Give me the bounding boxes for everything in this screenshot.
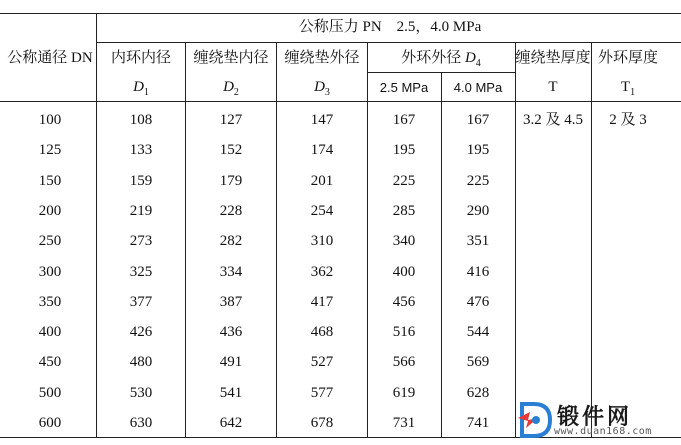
dn-header: 公称通径 DN: [7, 50, 93, 66]
cell-d3: 527: [310, 354, 334, 370]
cell-d1: 630: [129, 415, 153, 431]
col-t-symbol: T: [548, 79, 558, 95]
cell-d2: 387: [219, 294, 243, 310]
cell-d2: 541: [219, 385, 243, 401]
cell-dn: 300: [38, 264, 62, 280]
cell-dn: 100: [38, 112, 62, 128]
duan168-logo-icon: [516, 398, 556, 442]
cell-d4-25: 167: [392, 112, 416, 128]
cell-d1: 133: [129, 142, 153, 158]
cell-d4-40: 741: [466, 415, 490, 431]
cell-d4-40: 628: [466, 385, 490, 401]
cell-dn: 500: [38, 385, 62, 401]
cell-d3: 310: [310, 233, 334, 249]
cell-d4-40: 290: [466, 203, 490, 219]
cell-d2: 436: [219, 324, 243, 340]
cell-d3: 577: [310, 385, 334, 401]
cell-d1: 273: [129, 233, 153, 249]
col-d4-label: 外环外径 $D_4$: [401, 50, 481, 69]
watermark: [516, 398, 676, 442]
cell-d2: 334: [219, 264, 243, 280]
top-rule: [0, 13, 681, 14]
pressure-rule: [96, 42, 681, 43]
cell-d3: 147: [310, 112, 334, 128]
vline-d4-mid: [441, 72, 442, 438]
cell-d1: 480: [129, 354, 153, 370]
cell-d4-25: 731: [392, 415, 416, 431]
cell-d4-25: 516: [392, 324, 416, 340]
cell-d2: 282: [219, 233, 243, 249]
cell-d2: 152: [219, 142, 243, 158]
col-d1-symbol: $D_1$: [133, 79, 149, 98]
vline-t: [591, 42, 592, 438]
cell-dn: 250: [38, 233, 62, 249]
cell-dn: 600: [38, 415, 62, 431]
cell-d4-40: 569: [466, 354, 490, 370]
col-d2-label: 缠绕垫内径: [193, 50, 269, 66]
cell-d2: 179: [219, 173, 243, 189]
cell-d1: 530: [129, 385, 153, 401]
cell-d4-40: 195: [466, 142, 490, 158]
cell-d4-25: 225: [392, 173, 416, 189]
col-d1-label: 内环内径: [110, 50, 172, 66]
vline-d4: [515, 42, 516, 438]
vline-d2: [276, 42, 277, 438]
vline-d1: [185, 42, 186, 438]
cell-d4-25: 619: [392, 385, 416, 401]
cell-d2: 491: [219, 354, 243, 370]
col-d4-40-label: 4.0 MPa: [453, 80, 503, 95]
col-d3-symbol: $D_3$: [314, 79, 330, 98]
col-t1-symbol: $T_1$: [620, 79, 636, 98]
watermark-name: 锻件网: [557, 405, 633, 430]
cell-d3: 254: [310, 203, 334, 219]
cell-d4-25: 400: [392, 264, 416, 280]
cell-d1: 108: [129, 112, 153, 128]
col-d3-label: 缠绕垫外径: [284, 50, 360, 66]
cell-d4-40: 167: [466, 112, 490, 128]
vline-dn: [96, 13, 97, 438]
cell-d1: 219: [129, 203, 153, 219]
cell-d1: 159: [129, 173, 153, 189]
cell-d3: 417: [310, 294, 334, 310]
cell-d4-25: 195: [392, 142, 416, 158]
cell-dn: 450: [38, 354, 62, 370]
col-t1-label: 外环厚度: [597, 50, 659, 66]
thickness-value: 3.2 及 4.5: [522, 112, 584, 128]
cell-d3: 201: [310, 173, 334, 189]
cell-d4-40: 476: [466, 294, 490, 310]
vline-d3: [367, 42, 368, 438]
cell-dn: 350: [38, 294, 62, 310]
cell-d3: 362: [310, 264, 334, 280]
cell-d4-40: 544: [466, 324, 490, 340]
cell-d1: 426: [129, 324, 153, 340]
cell-d4-40: 416: [466, 264, 490, 280]
cell-d2: 228: [219, 203, 243, 219]
cell-d4-25: 285: [392, 203, 416, 219]
cell-d3: 468: [310, 324, 334, 340]
cell-d4-40: 351: [466, 233, 490, 249]
header-bottom-rule: [0, 101, 681, 102]
cell-d1: 377: [129, 294, 153, 310]
cell-d4-25: 566: [392, 354, 416, 370]
cell-dn: 200: [38, 203, 62, 219]
cell-dn: 400: [38, 324, 62, 340]
cell-d4-40: 225: [466, 173, 490, 189]
cell-d4-25: 340: [392, 233, 416, 249]
col-d2-symbol: $D_2$: [223, 79, 239, 98]
cell-d3: 174: [310, 142, 334, 158]
cell-d1: 325: [129, 264, 153, 280]
cell-d4-25: 456: [392, 294, 416, 310]
ring-thickness-value: 2 及 3: [609, 112, 647, 128]
cell-d2: 127: [219, 112, 243, 128]
cell-dn: 125: [38, 142, 62, 158]
cell-d3: 678: [310, 415, 334, 431]
cell-dn: 150: [38, 173, 62, 189]
watermark-url: www.duan168.com: [554, 426, 652, 437]
col-t-label: 缠绕垫厚度: [515, 50, 591, 66]
col-d4-25-label: 2.5 MPa: [379, 80, 429, 95]
cell-d2: 642: [219, 415, 243, 431]
pressure-header: 公称压力 PN 2.5，4.0 MPa: [298, 19, 482, 35]
